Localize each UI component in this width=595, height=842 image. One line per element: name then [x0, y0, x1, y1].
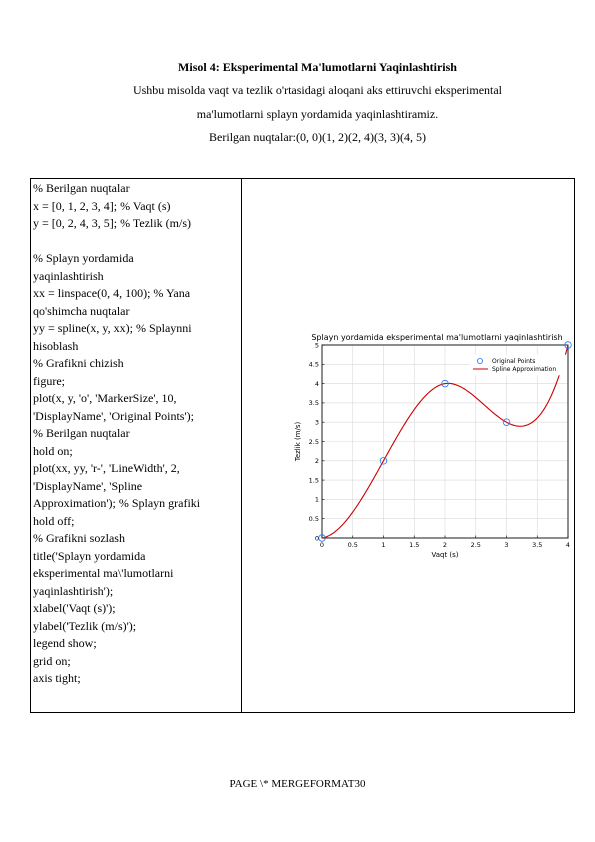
matlab-code-cell: [33, 180, 238, 688]
code-line: axis tight;: [33, 671, 81, 685]
y-tick-label: 4: [314, 379, 319, 388]
y-tick-label: 5: [314, 341, 319, 350]
x-tick-label: 3.5: [532, 541, 543, 549]
page-footer: PAGE \* MERGEFORMAT30: [229, 778, 366, 790]
code-line: hold on;: [33, 443, 73, 458]
code-line: [33, 233, 238, 251]
x-tick-label: 4: [565, 541, 571, 549]
code-line: x = [0, 1, 2, 3, 4]; % Vaqt (s): [33, 198, 171, 213]
code-line: 'DisplayName', 'Original Points');: [33, 408, 194, 423]
chart-title: Splayn yordamida eksperimental ma'lumotlarni yaqinlashtirish: [311, 333, 563, 342]
code-line: yy = spline(x, y, xx); % Splaynni: [33, 321, 192, 335]
code-line: grid on;: [33, 653, 71, 668]
x-tick-label: 1: [381, 541, 386, 549]
y-axis-label: Tezlik (m/s): [294, 421, 302, 462]
x-tick-label: 2: [442, 541, 448, 549]
code-line: % Grafikni sozlash: [33, 531, 125, 545]
given-points-line: Berilgan nuqtalar:(0, 0)(1, 2)(2, 4)(3, 3)(4, 5): [209, 130, 426, 144]
x-axis-label: Vaqt (s): [431, 551, 459, 559]
code-line: eksperimental ma\'lumotlarni: [33, 566, 174, 580]
y-tick-label: 4.5: [308, 360, 319, 369]
code-line: title('Splayn yordamida: [33, 548, 146, 563]
description-line-1: Ushbu misolda vaqt va tezlik o'rtasidagi aloqani aks ettiruvchi eksperimental: [132, 83, 503, 97]
y-tick-label: 1.5: [308, 476, 319, 485]
code-line: figure;: [33, 373, 65, 388]
code-line: 'DisplayName', 'Spline: [33, 478, 143, 493]
code-line: xlabel('Vaqt (s)');: [33, 601, 116, 615]
code-line: y = [0, 2, 4, 3, 5]; % Tezlik (m/s): [33, 216, 192, 230]
code-and-plot-table: [30, 178, 575, 713]
x-tick-label: 1.5: [409, 541, 420, 549]
spline-plot: [242, 179, 574, 712]
y-tick-label: 2: [314, 457, 319, 466]
code-line: % Grafikni chizish: [33, 356, 124, 370]
x-tick-label: 0: [319, 541, 325, 549]
description-line-2: ma'lumotlarni splayn yordamida yaqinlashtiramiz.: [196, 107, 439, 121]
code-line: plot(xx, yy, 'r-', 'LineWidth', 2,: [33, 461, 180, 475]
x-tick-label: 2.5: [470, 541, 481, 549]
code-line: % Splayn yordamida: [33, 251, 134, 265]
legend-label-original: Original Points: [492, 358, 536, 365]
code-line: Approximation'); % Splayn grafiki: [33, 496, 201, 510]
y-tick-label: 2.5: [308, 437, 319, 446]
code-line: yaqinlashtirish: [33, 268, 104, 283]
code-line: % Berilgan nuqtalar: [33, 426, 130, 440]
plot-cell: [242, 179, 574, 712]
code-line: yaqinlashtirish');: [33, 583, 114, 598]
y-tick-label: 3: [314, 418, 319, 427]
y-tick-label: 0.5: [308, 515, 319, 523]
x-tick-label: 0.5: [347, 541, 358, 549]
code-line: % Berilgan nuqtalar: [33, 181, 130, 195]
code-line: xx = linspace(0, 4, 100); % Yana: [33, 286, 191, 300]
code-line: plot(x, y, 'o', 'MarkerSize', 10,: [33, 391, 177, 405]
y-tick-label: 3.5: [308, 399, 319, 408]
y-tick-label: 1: [314, 495, 319, 504]
code-line: qo'shimcha nuqtalar: [33, 303, 130, 318]
x-tick-label: 3: [504, 541, 509, 549]
code-line: hisoblash: [33, 338, 79, 353]
y-tick-label: 0: [314, 534, 319, 543]
legend-label-spline: Spline Approximation: [492, 366, 557, 373]
code-line: ylabel('Tezlik (m/s)');: [33, 618, 137, 633]
example-title: Misol 4: Eksperimental Ma'lumotlarni Yaqinlashtirish: [178, 60, 457, 74]
code-line: legend show;: [33, 636, 97, 650]
code-line: hold off;: [33, 513, 75, 528]
